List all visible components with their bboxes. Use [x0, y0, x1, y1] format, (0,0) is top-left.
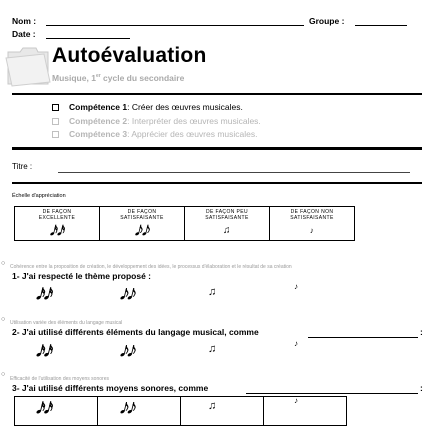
circle-marker-icon: ○	[1, 371, 6, 378]
double-note-icon[interactable]: 𝅘𝅥𝅯𝅘𝅥𝅯	[36, 343, 52, 360]
beamed-notes-icon[interactable]: ♫	[208, 286, 217, 298]
rating-cell[interactable]	[15, 397, 98, 426]
beamed-notes-icon[interactable]: ♫	[208, 343, 217, 355]
page-subtitle: Musique, 1er cycle du secondaire	[52, 73, 185, 83]
group-field[interactable]	[355, 25, 407, 26]
circle-marker-icon: ○	[1, 316, 6, 323]
criterion-caption: Utilisation variée des éléments du langage musical	[10, 320, 123, 326]
eighth-notes-icon[interactable]: 𝅘𝅥𝅮𝅘𝅥𝅮	[120, 400, 135, 416]
scale-satisfaisant: DE FAÇON SATISFAISANTE 𝅘𝅥𝅮𝅘𝅥𝅮	[100, 207, 185, 241]
scale-excellent: DE FAÇON EXCELLENTE 𝅘𝅥𝅯𝅘𝅥𝅯	[15, 207, 100, 241]
double-note-icon: 𝅘𝅥𝅯𝅘𝅥𝅯	[49, 223, 65, 238]
eighth-notes-icon: 𝅘𝅥𝅮𝅘𝅥𝅮	[134, 223, 150, 238]
single-note-icon: ♪	[309, 226, 315, 235]
criterion-question-1: 1- J'ai respecté le thème proposé :	[12, 271, 152, 281]
date-field[interactable]	[46, 38, 130, 39]
colon: :	[420, 383, 423, 393]
divider-top	[12, 93, 422, 95]
divider-titre	[12, 182, 422, 184]
double-note-icon[interactable]: 𝅘𝅥𝅯𝅘𝅥𝅯	[36, 400, 52, 417]
scale-peu-satisfaisant: DE FAÇON PEU SATISFAISANTE ♫	[185, 207, 270, 241]
checkbox-icon[interactable]	[52, 104, 59, 111]
scale-caption: Échelle d'appréciation	[12, 193, 66, 199]
titre-label: Titre :	[12, 162, 33, 171]
colon: :	[420, 327, 423, 337]
folder-icon	[4, 38, 56, 90]
eighth-notes-icon[interactable]: 𝅘𝅥𝅮𝅘𝅥𝅮	[120, 286, 135, 302]
titre-field[interactable]	[58, 172, 410, 173]
rating-cell[interactable]	[181, 397, 264, 426]
criterion-answer-3[interactable]	[246, 393, 418, 394]
name-field[interactable]	[46, 25, 304, 26]
criterion-question-2: 2- J'ai utilisé différents éléments du langage musical, comme	[12, 327, 259, 337]
name-label: Nom :	[12, 16, 37, 26]
criterion-caption: Efficacité de l'utilisation des moyens sonores	[10, 376, 109, 382]
criterion-answer-2[interactable]	[308, 337, 418, 338]
eighth-notes-icon[interactable]: 𝅘𝅥𝅮𝅘𝅥𝅮	[120, 343, 135, 359]
single-note-icon[interactable]: ♪	[294, 396, 298, 405]
competence-3[interactable]: Compétence 3: Apprécier des œuvres musicales.	[52, 129, 258, 139]
double-note-icon[interactable]: 𝅘𝅥𝅯𝅘𝅥𝅯	[36, 286, 52, 303]
competence-2[interactable]: Compétence 2: Interpréter des œuvres musicales.	[52, 116, 261, 126]
beamed-notes-icon: ♫	[223, 225, 231, 236]
checkbox-icon[interactable]	[52, 118, 59, 125]
scale-table	[14, 206, 355, 241]
rating-cell[interactable]	[98, 397, 181, 426]
criterion-caption: Cohérence entre la proposition de création, le développement des idées, le processus d'élaboration et le résultat de sa création	[10, 264, 292, 270]
scale-non-satisfaisant: DE FAÇON NON SATISFAISANTE ♪	[270, 207, 355, 241]
single-note-icon[interactable]: ♪	[294, 282, 298, 291]
divider-mid	[12, 147, 422, 150]
beamed-notes-icon[interactable]: ♫	[208, 400, 217, 412]
group-label: Groupe :	[309, 16, 345, 26]
date-label: Date :	[12, 29, 36, 39]
single-note-icon[interactable]: ♪	[294, 339, 298, 348]
checkbox-icon[interactable]	[52, 131, 59, 138]
page-title: Autoévaluation	[52, 44, 207, 67]
competence-1[interactable]: Compétence 1: Créer des œuvres musicales.	[52, 102, 243, 112]
rating-cell[interactable]	[264, 397, 347, 426]
circle-marker-icon: ○	[1, 260, 6, 267]
criterion-question-3: 3- J'ai utilisé différents moyens sonores, comme	[12, 383, 209, 393]
